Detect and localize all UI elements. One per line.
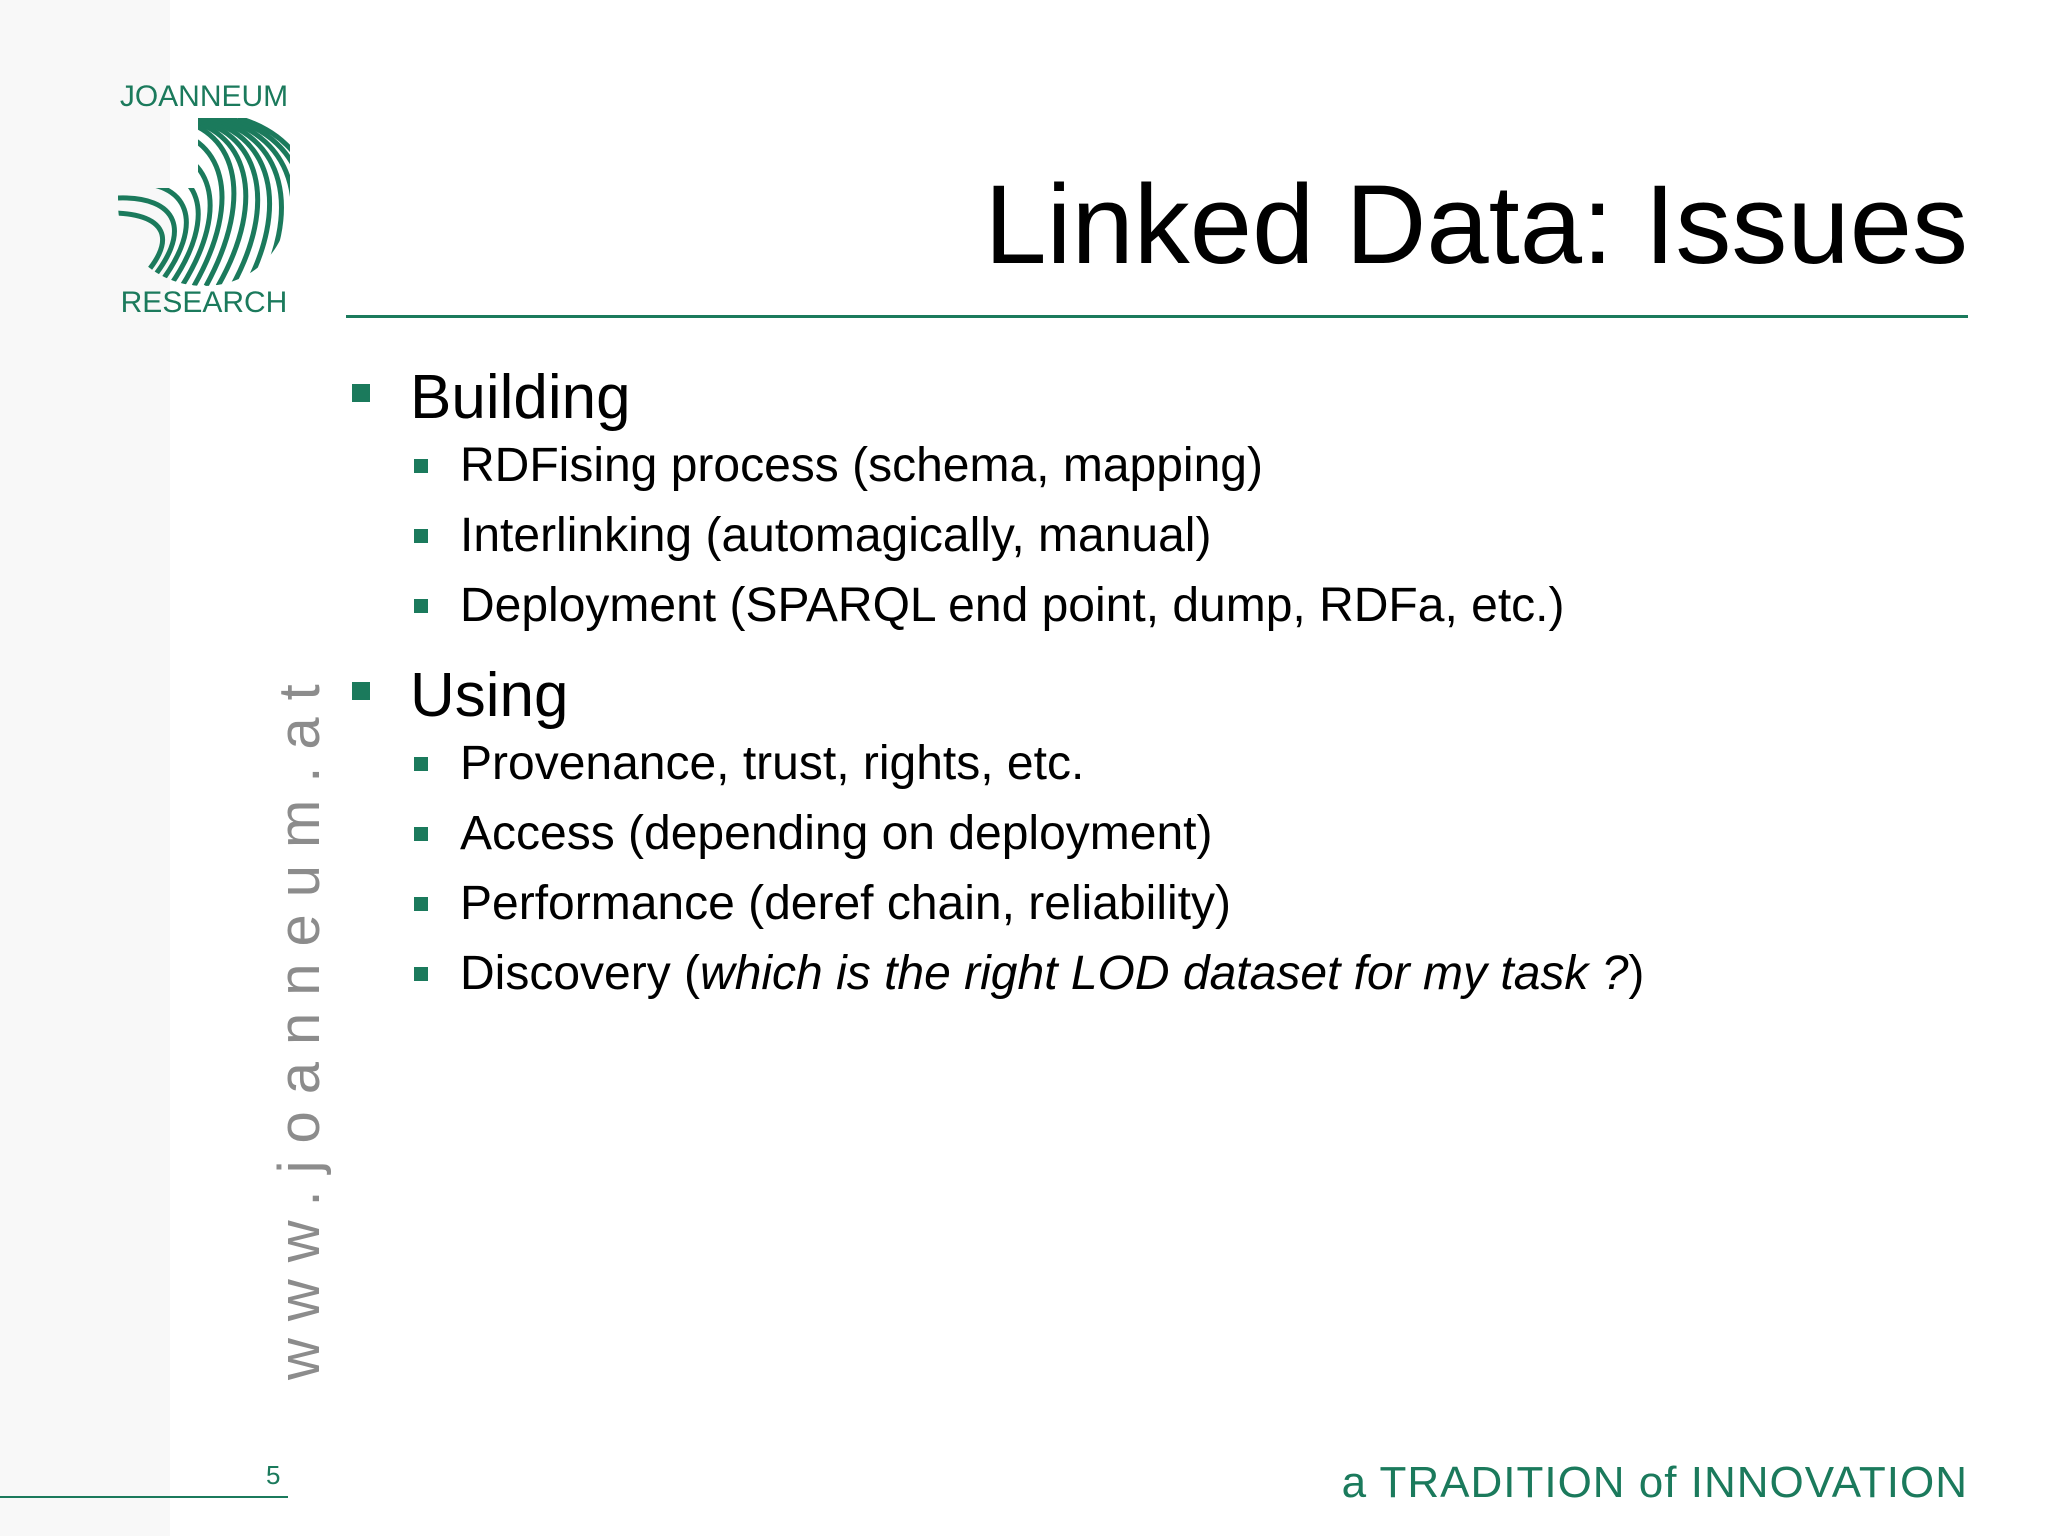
discovery-prefix: Discovery ( xyxy=(460,947,701,1000)
joanneum-logo xyxy=(108,80,300,330)
title-divider xyxy=(346,315,1968,318)
footer-tagline: a TRADITION of INNOVATION xyxy=(1341,1458,1968,1507)
sub-bullet-text: Interlinking (automagically, manual) xyxy=(460,509,1212,562)
sub-bullet-item xyxy=(346,802,1966,872)
square-bullet-icon xyxy=(414,529,428,543)
bullet-list xyxy=(346,362,1966,1012)
footer-divider xyxy=(0,1496,288,1498)
sub-bullet-text: RDFising process (schema, mapping) xyxy=(460,439,1263,492)
sub-bullet-text: Access (depending on deployment) xyxy=(460,807,1213,860)
discovery-suffix: ) xyxy=(1628,947,1645,1000)
logo-wave-icon xyxy=(118,118,290,286)
square-bullet-icon xyxy=(414,757,428,771)
square-bullet-icon xyxy=(414,897,428,911)
sub-bullet-text: Deployment (SPARQL end point, dump, RDFa, etc.) xyxy=(460,579,1565,632)
square-bullet-icon xyxy=(352,682,370,700)
sub-bullet-item xyxy=(346,434,1966,504)
sub-bullet-item xyxy=(346,504,1966,574)
sub-bullet-text: Provenance, trust, rights, etc. xyxy=(460,737,1085,790)
logo-top-text: JOANNEUM xyxy=(119,80,289,113)
square-bullet-icon xyxy=(414,827,428,841)
sub-bullet-text: Performance (deref chain, reliability) xyxy=(460,877,1231,930)
logo-bottom-text: RESEARCH xyxy=(120,286,288,319)
vertical-website-url: www.joanneum.at xyxy=(267,667,332,1380)
square-bullet-icon xyxy=(414,967,428,981)
slide-title: Linked Data: Issues xyxy=(984,162,1968,287)
page-number: 5 xyxy=(266,1460,281,1490)
sub-bullet-item xyxy=(346,732,1966,802)
section-heading: Building xyxy=(410,363,631,432)
square-bullet-icon xyxy=(352,384,370,402)
sub-bullet-item xyxy=(346,942,1966,1012)
section-heading: Using xyxy=(410,661,569,730)
square-bullet-icon xyxy=(414,599,428,613)
sub-bullet-item xyxy=(346,574,1966,644)
square-bullet-icon xyxy=(414,459,428,473)
bullet-item xyxy=(346,660,1966,732)
sub-bullet-item xyxy=(346,872,1966,942)
discovery-italic: which is the right LOD dataset for my task ? xyxy=(700,947,1629,1000)
sub-bullet-text xyxy=(460,942,1644,1006)
bullet-item xyxy=(346,362,1966,434)
